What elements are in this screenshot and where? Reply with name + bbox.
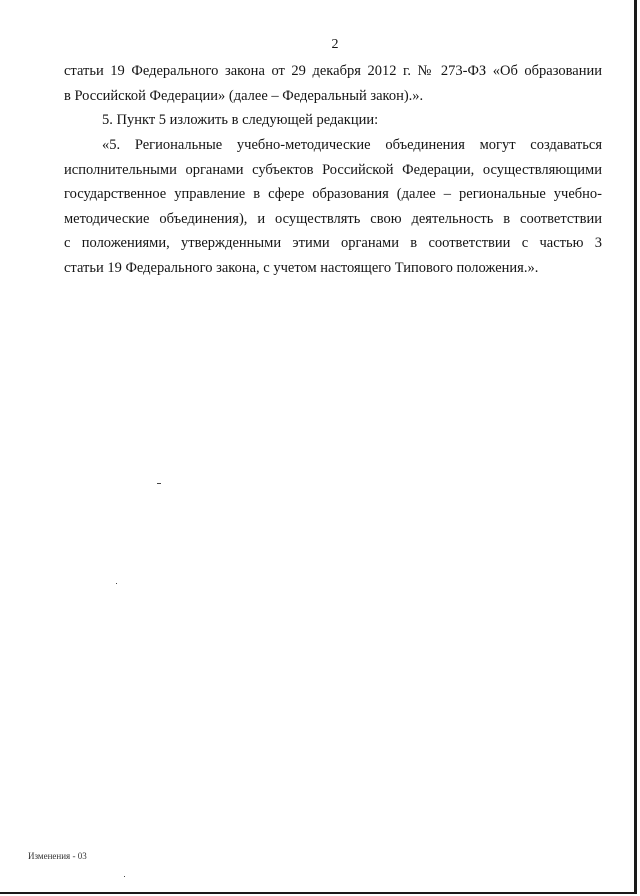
text-line: 5. Пункт 5 изложить в следующей редакции: — [102, 112, 379, 128]
paragraph-item-5 — [64, 133, 602, 280]
scan-speck — [124, 876, 125, 877]
scan-speck — [116, 583, 117, 584]
footer-note: Изменения - 03 — [28, 851, 87, 861]
text-line: «5. Региональные учебно-методические объединения могут создаваться — [102, 137, 602, 153]
page-number: 2 — [331, 37, 339, 52]
text-line: статьи 19 Федерального закона от 29 декабря 2012 г. № 273-ФЗ «Об образовании — [64, 63, 602, 79]
text-line: методические объединения), и осуществлять свою деятельность в соответствии — [64, 210, 602, 227]
text-line: статьи 19 Федерального закона, с учетом настоящего Типового положения.». — [64, 259, 539, 276]
text-line: государственное управление в сфере образования (далее – региональные учебно- — [64, 186, 602, 202]
text-line: в Российской Федерации» (далее – Федеральный закон).». — [64, 87, 424, 104]
scan-speck — [157, 483, 161, 484]
text-line: с положениями, утвержденными этими органами в соответствии с частью 3 — [64, 235, 602, 251]
paragraph-amendment-intro — [64, 108, 602, 133]
text-line: исполнительными органами субъектов Российской Федерации, осуществляющими — [64, 161, 602, 178]
paragraph-continuation — [64, 59, 602, 108]
